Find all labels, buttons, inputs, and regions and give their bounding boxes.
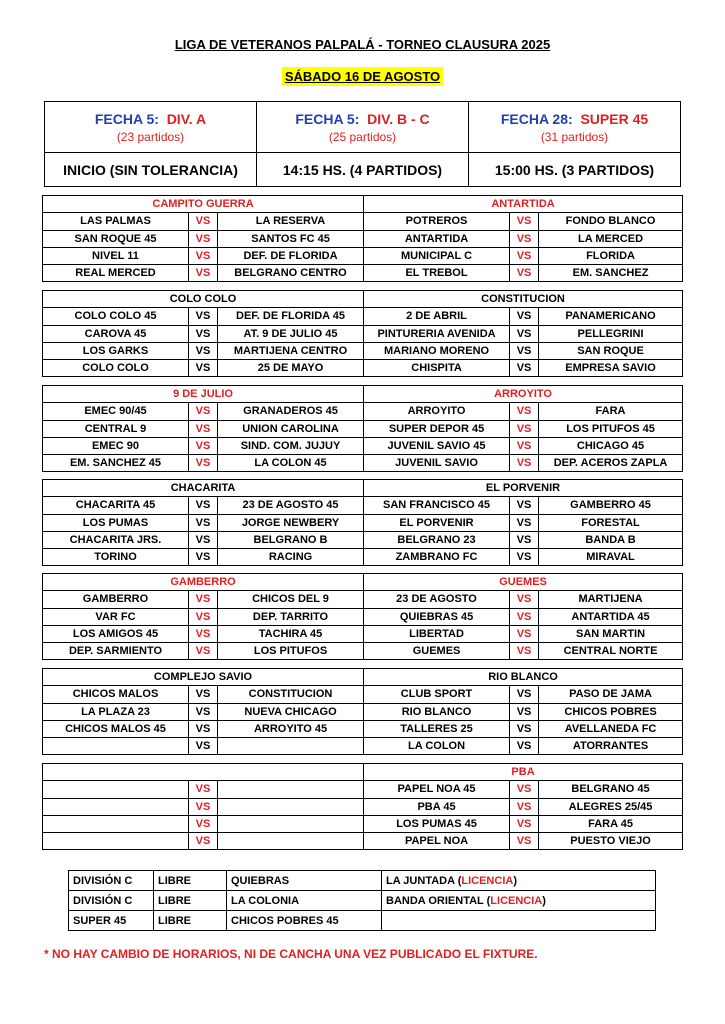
match-row: [43, 781, 683, 798]
away-team: ANTARTIDA 45: [539, 608, 683, 625]
match-row: [43, 686, 683, 703]
home-team: PAPEL NOA: [364, 833, 510, 850]
match-row: [43, 230, 683, 247]
vs-label: VS: [189, 833, 218, 850]
vs-label: VS: [510, 213, 539, 230]
home-team: LOS PUMAS 45: [364, 815, 510, 832]
partidos-count: (25 partidos): [328, 129, 397, 144]
vs-label: VS: [510, 549, 539, 566]
vs-label: VS: [510, 420, 539, 437]
home-team: ZAMBRANO FC: [364, 549, 510, 566]
away-team: 23 DE AGOSTO 45: [218, 497, 364, 514]
home-team: CHICOS MALOS 45: [43, 720, 189, 737]
vs-label: VS: [510, 497, 539, 514]
home-team: JUVENIL SAVIO: [364, 455, 510, 472]
venue-group-table: [42, 573, 683, 660]
match-row: [43, 403, 683, 420]
partidos-count: (31 partidos): [540, 129, 609, 144]
division-cell: DIVISIÓN C: [69, 871, 154, 891]
home-team: EMEC 90/45: [43, 403, 189, 420]
vs-label: VS: [510, 308, 539, 325]
start-time: 14:15 HS. (4 PARTIDOS): [257, 153, 469, 187]
match-row: [43, 703, 683, 720]
home-team: LOS AMIGOS 45: [43, 625, 189, 642]
away-team: SAN ROQUE: [539, 342, 683, 359]
away-team: BELGRANO CENTRO: [218, 265, 364, 282]
home-team: MARIANO MORENO: [364, 342, 510, 359]
match-row: [43, 798, 683, 815]
match-row: [43, 420, 683, 437]
away-team: BELGRANO 45: [539, 781, 683, 798]
vs-label: VS: [510, 686, 539, 703]
home-team: VAR FC: [43, 608, 189, 625]
home-team: LA PLAZA 23: [43, 703, 189, 720]
vs-label: VS: [189, 325, 218, 342]
vs-label: VS: [189, 308, 218, 325]
match-row: [43, 738, 683, 755]
home-team: [43, 781, 189, 798]
status-cell: LIBRE: [154, 891, 227, 911]
fecha-label: FECHA 28:: [500, 110, 573, 127]
vs-label: VS: [189, 625, 218, 642]
date-text: SÁBADO 16 DE AGOSTO: [282, 67, 443, 86]
away-team: UNION CAROLINA: [218, 420, 364, 437]
home-team: 23 DE AGOSTO: [364, 591, 510, 608]
away-team: BANDA B: [539, 531, 683, 548]
home-team: PBA 45: [364, 798, 510, 815]
vs-label: VS: [189, 455, 218, 472]
away-team: BELGRANO B: [218, 531, 364, 548]
page-title: LIGA DE VETERANOS PALPALÁ - TORNEO CLAUSURA 2025: [174, 37, 551, 52]
home-team: [43, 738, 189, 755]
home-team: COLO COLO 45: [43, 308, 189, 325]
fecha-label: FECHA 5:: [295, 110, 360, 127]
license-cell: LA JUNTADA (LICENCIA): [382, 871, 656, 891]
home-team: DEP. SARMIENTO: [43, 643, 189, 660]
away-team: FARA: [539, 403, 683, 420]
vs-label: VS: [189, 265, 218, 282]
venue-name: RIO BLANCO: [364, 669, 683, 686]
vs-label: VS: [189, 549, 218, 566]
fecha-label: FECHA 5:: [94, 110, 159, 127]
venue-group-table: [42, 668, 683, 755]
away-team: 25 DE MAYO: [218, 360, 364, 377]
vs-label: VS: [510, 437, 539, 454]
venue-group-table: [42, 195, 683, 282]
home-team: LA COLON: [364, 738, 510, 755]
vs-label: VS: [510, 781, 539, 798]
header-cell-div-bc: [257, 102, 469, 153]
away-team: SANTOS FC 45: [218, 230, 364, 247]
vs-label: VS: [189, 247, 218, 264]
home-team: LAS PALMAS: [43, 213, 189, 230]
vs-label: VS: [189, 230, 218, 247]
vs-label: VS: [510, 720, 539, 737]
vs-label: VS: [189, 798, 218, 815]
away-team: FONDO BLANCO: [539, 213, 683, 230]
match-row: [43, 608, 683, 625]
away-team: [218, 798, 364, 815]
venue-name: 9 DE JULIO: [43, 386, 364, 403]
vs-label: VS: [189, 360, 218, 377]
match-row: [43, 549, 683, 566]
match-row: [43, 591, 683, 608]
away-team: GAMBERRO 45: [539, 497, 683, 514]
venue-group-table: [42, 479, 683, 566]
away-team: PANAMERICANO: [539, 308, 683, 325]
vs-label: VS: [189, 342, 218, 359]
away-team: LA RESERVA: [218, 213, 364, 230]
home-team: ANTARTIDA: [364, 230, 510, 247]
venue-name: CAMPITO GUERRA: [43, 196, 364, 213]
vs-label: VS: [510, 342, 539, 359]
away-team: CONSTITUCION: [218, 686, 364, 703]
date-banner: [0, 68, 725, 86]
match-row: [43, 308, 683, 325]
match-row: [43, 625, 683, 642]
license-cell: [382, 911, 656, 931]
status-cell: LIBRE: [154, 871, 227, 891]
home-team: CHISPITA: [364, 360, 510, 377]
match-row: [43, 247, 683, 264]
vs-label: VS: [189, 437, 218, 454]
home-team: COLO COLO: [43, 360, 189, 377]
division-label: SUPER 45: [580, 110, 649, 127]
start-time: INICIO (SIN TOLERANCIA): [45, 153, 257, 187]
free-team-row: [69, 871, 656, 891]
vs-label: VS: [510, 738, 539, 755]
away-team: JORGE NEWBERY: [218, 514, 364, 531]
fixture-note: * NO HAY CAMBIO DE HORARIOS, NI DE CANCHA UNA VEZ PUBLICADO EL FIXTURE.: [44, 947, 538, 961]
home-team: [43, 798, 189, 815]
away-team: CHICOS DEL 9: [218, 591, 364, 608]
venue-name: ARROYITO: [364, 386, 683, 403]
venue-name: ANTARTIDA: [364, 196, 683, 213]
away-team: CENTRAL NORTE: [539, 643, 683, 660]
away-team: LA MERCED: [539, 230, 683, 247]
venue-group-table: [42, 385, 683, 472]
partidos-count: (23 partidos): [116, 129, 185, 144]
away-team: FARA 45: [539, 815, 683, 832]
home-team: GAMBERRO: [43, 591, 189, 608]
away-team: PASO DE JAMA: [539, 686, 683, 703]
away-team: MARTIJENA CENTRO: [218, 342, 364, 359]
away-team: EMPRESA SAVIO: [539, 360, 683, 377]
home-team: LOS PUMAS: [43, 514, 189, 531]
away-team: DEP. ACEROS ZAPLA: [539, 455, 683, 472]
home-team: [43, 833, 189, 850]
away-team: FORESTAL: [539, 514, 683, 531]
free-team-row: [69, 891, 656, 911]
away-team: MIRAVAL: [539, 549, 683, 566]
team-cell: LA COLONIA: [227, 891, 382, 911]
home-team: TALLERES 25: [364, 720, 510, 737]
away-team: CHICAGO 45: [539, 437, 683, 454]
home-team: GUEMES: [364, 643, 510, 660]
home-team: CLUB SPORT: [364, 686, 510, 703]
vs-label: VS: [510, 703, 539, 720]
match-row: [43, 514, 683, 531]
vs-label: VS: [510, 625, 539, 642]
away-team: PELLEGRINI: [539, 325, 683, 342]
venue-name: COMPLEJO SAVIO: [43, 669, 364, 686]
away-team: SIND. COM. JUJUY: [218, 437, 364, 454]
away-team: PUESTO VIEJO: [539, 833, 683, 850]
vs-label: VS: [510, 247, 539, 264]
venue-name: GUEMES: [364, 574, 683, 591]
vs-label: VS: [189, 608, 218, 625]
venue-group-table: [42, 290, 683, 377]
schedule-header: [44, 101, 681, 187]
vs-label: VS: [189, 720, 218, 737]
match-row: [43, 437, 683, 454]
home-team: BELGRANO 23: [364, 531, 510, 548]
venue-name: EL PORVENIR: [364, 480, 683, 497]
home-team: LIBERTAD: [364, 625, 510, 642]
match-row: [43, 497, 683, 514]
division-label: DIV. A: [166, 110, 207, 127]
away-team: [218, 815, 364, 832]
away-team: LOS PITUFOS 45: [539, 420, 683, 437]
venue-name: GAMBERRO: [43, 574, 364, 591]
away-team: ARROYITO 45: [218, 720, 364, 737]
vs-label: VS: [510, 360, 539, 377]
home-team: EMEC 90: [43, 437, 189, 454]
vs-label: VS: [510, 608, 539, 625]
match-row: [43, 833, 683, 850]
away-team: LA COLON 45: [218, 455, 364, 472]
home-team: EL PORVENIR: [364, 514, 510, 531]
vs-label: VS: [510, 643, 539, 660]
home-team: SUPER DEPOR 45: [364, 420, 510, 437]
vs-label: VS: [189, 591, 218, 608]
away-team: [218, 738, 364, 755]
vs-label: VS: [510, 265, 539, 282]
home-team: NIVEL 11: [43, 247, 189, 264]
division-cell: DIVISIÓN C: [69, 891, 154, 911]
venue-name: [43, 764, 364, 781]
vs-label: VS: [510, 514, 539, 531]
home-team: CHACARITA JRS.: [43, 531, 189, 548]
home-team: ARROYITO: [364, 403, 510, 420]
away-team: [218, 781, 364, 798]
away-team: AT. 9 DE JULIO 45: [218, 325, 364, 342]
match-row: [43, 325, 683, 342]
vs-label: VS: [189, 213, 218, 230]
home-team: POTREROS: [364, 213, 510, 230]
home-team: SAN FRANCISCO 45: [364, 497, 510, 514]
vs-label: VS: [189, 643, 218, 660]
status-cell: LIBRE: [154, 911, 227, 931]
away-team: DEF. DE FLORIDA 45: [218, 308, 364, 325]
away-team: RACING: [218, 549, 364, 566]
vs-label: VS: [510, 833, 539, 850]
free-teams-table: [68, 870, 656, 931]
vs-label: VS: [510, 455, 539, 472]
away-team: SAN MARTIN: [539, 625, 683, 642]
header-cell-div-a: [45, 102, 257, 153]
home-team: CHACARITA 45: [43, 497, 189, 514]
away-team: EM. SANCHEZ: [539, 265, 683, 282]
vs-label: VS: [510, 325, 539, 342]
away-team: DEF. DE FLORIDA: [218, 247, 364, 264]
start-time: 15:00 HS. (3 PARTIDOS): [469, 153, 681, 187]
away-team: ALEGRES 25/45: [539, 798, 683, 815]
home-team: JUVENIL SAVIO 45: [364, 437, 510, 454]
home-team: PINTURERIA AVENIDA: [364, 325, 510, 342]
venue-name: COLO COLO: [43, 291, 364, 308]
home-team: CHICOS MALOS: [43, 686, 189, 703]
match-row: [43, 213, 683, 230]
away-team: NUEVA CHICAGO: [218, 703, 364, 720]
match-row: [43, 531, 683, 548]
venue-name: PBA: [364, 764, 683, 781]
match-row: [43, 643, 683, 660]
team-cell: CHICOS POBRES 45: [227, 911, 382, 931]
venue-group-table: [42, 763, 683, 850]
home-team: LOS GARKS: [43, 342, 189, 359]
free-team-row: [69, 911, 656, 931]
vs-label: VS: [189, 738, 218, 755]
division-label: DIV. B - C: [367, 110, 430, 127]
vs-label: VS: [510, 591, 539, 608]
vs-label: VS: [189, 686, 218, 703]
match-row: [43, 815, 683, 832]
away-team: GRANADEROS 45: [218, 403, 364, 420]
away-team: FLORIDA: [539, 247, 683, 264]
header-cell-super45: [469, 102, 681, 153]
match-row: [43, 265, 683, 282]
venue-name: CHACARITA: [43, 480, 364, 497]
home-team: CENTRAL 9: [43, 420, 189, 437]
vs-label: VS: [189, 420, 218, 437]
license-cell: BANDA ORIENTAL (LICENCIA): [382, 891, 656, 911]
away-team: CHICOS POBRES: [539, 703, 683, 720]
match-row: [43, 360, 683, 377]
home-team: 2 DE ABRIL: [364, 308, 510, 325]
vs-label: VS: [189, 497, 218, 514]
vs-label: VS: [189, 531, 218, 548]
team-cell: QUIEBRAS: [227, 871, 382, 891]
vs-label: VS: [189, 403, 218, 420]
match-row: [43, 342, 683, 359]
home-team: QUIEBRAS 45: [364, 608, 510, 625]
away-team: ATORRANTES: [539, 738, 683, 755]
home-team: RIO BLANCO: [364, 703, 510, 720]
away-team: DEP. TARRITO: [218, 608, 364, 625]
away-team: LOS PITUFOS: [218, 643, 364, 660]
home-team: EM. SANCHEZ 45: [43, 455, 189, 472]
home-team: [43, 815, 189, 832]
home-team: PAPEL NOA 45: [364, 781, 510, 798]
vs-label: VS: [510, 403, 539, 420]
vs-label: VS: [189, 514, 218, 531]
venue-name: CONSTITUCION: [364, 291, 683, 308]
vs-label: VS: [189, 815, 218, 832]
away-team: MARTIJENA: [539, 591, 683, 608]
away-team: [218, 833, 364, 850]
division-cell: SUPER 45: [69, 911, 154, 931]
vs-label: VS: [510, 230, 539, 247]
home-team: SAN ROQUE 45: [43, 230, 189, 247]
home-team: REAL MERCED: [43, 265, 189, 282]
match-row: [43, 455, 683, 472]
home-team: CAROVA 45: [43, 325, 189, 342]
vs-label: VS: [510, 815, 539, 832]
home-team: MUNICIPAL C: [364, 247, 510, 264]
home-team: EL TREBOL: [364, 265, 510, 282]
vs-label: VS: [510, 531, 539, 548]
match-row: [43, 720, 683, 737]
away-team: AVELLANEDA FC: [539, 720, 683, 737]
home-team: TORINO: [43, 549, 189, 566]
vs-label: VS: [510, 798, 539, 815]
vs-label: VS: [189, 703, 218, 720]
away-team: TACHIRA 45: [218, 625, 364, 642]
vs-label: VS: [189, 781, 218, 798]
